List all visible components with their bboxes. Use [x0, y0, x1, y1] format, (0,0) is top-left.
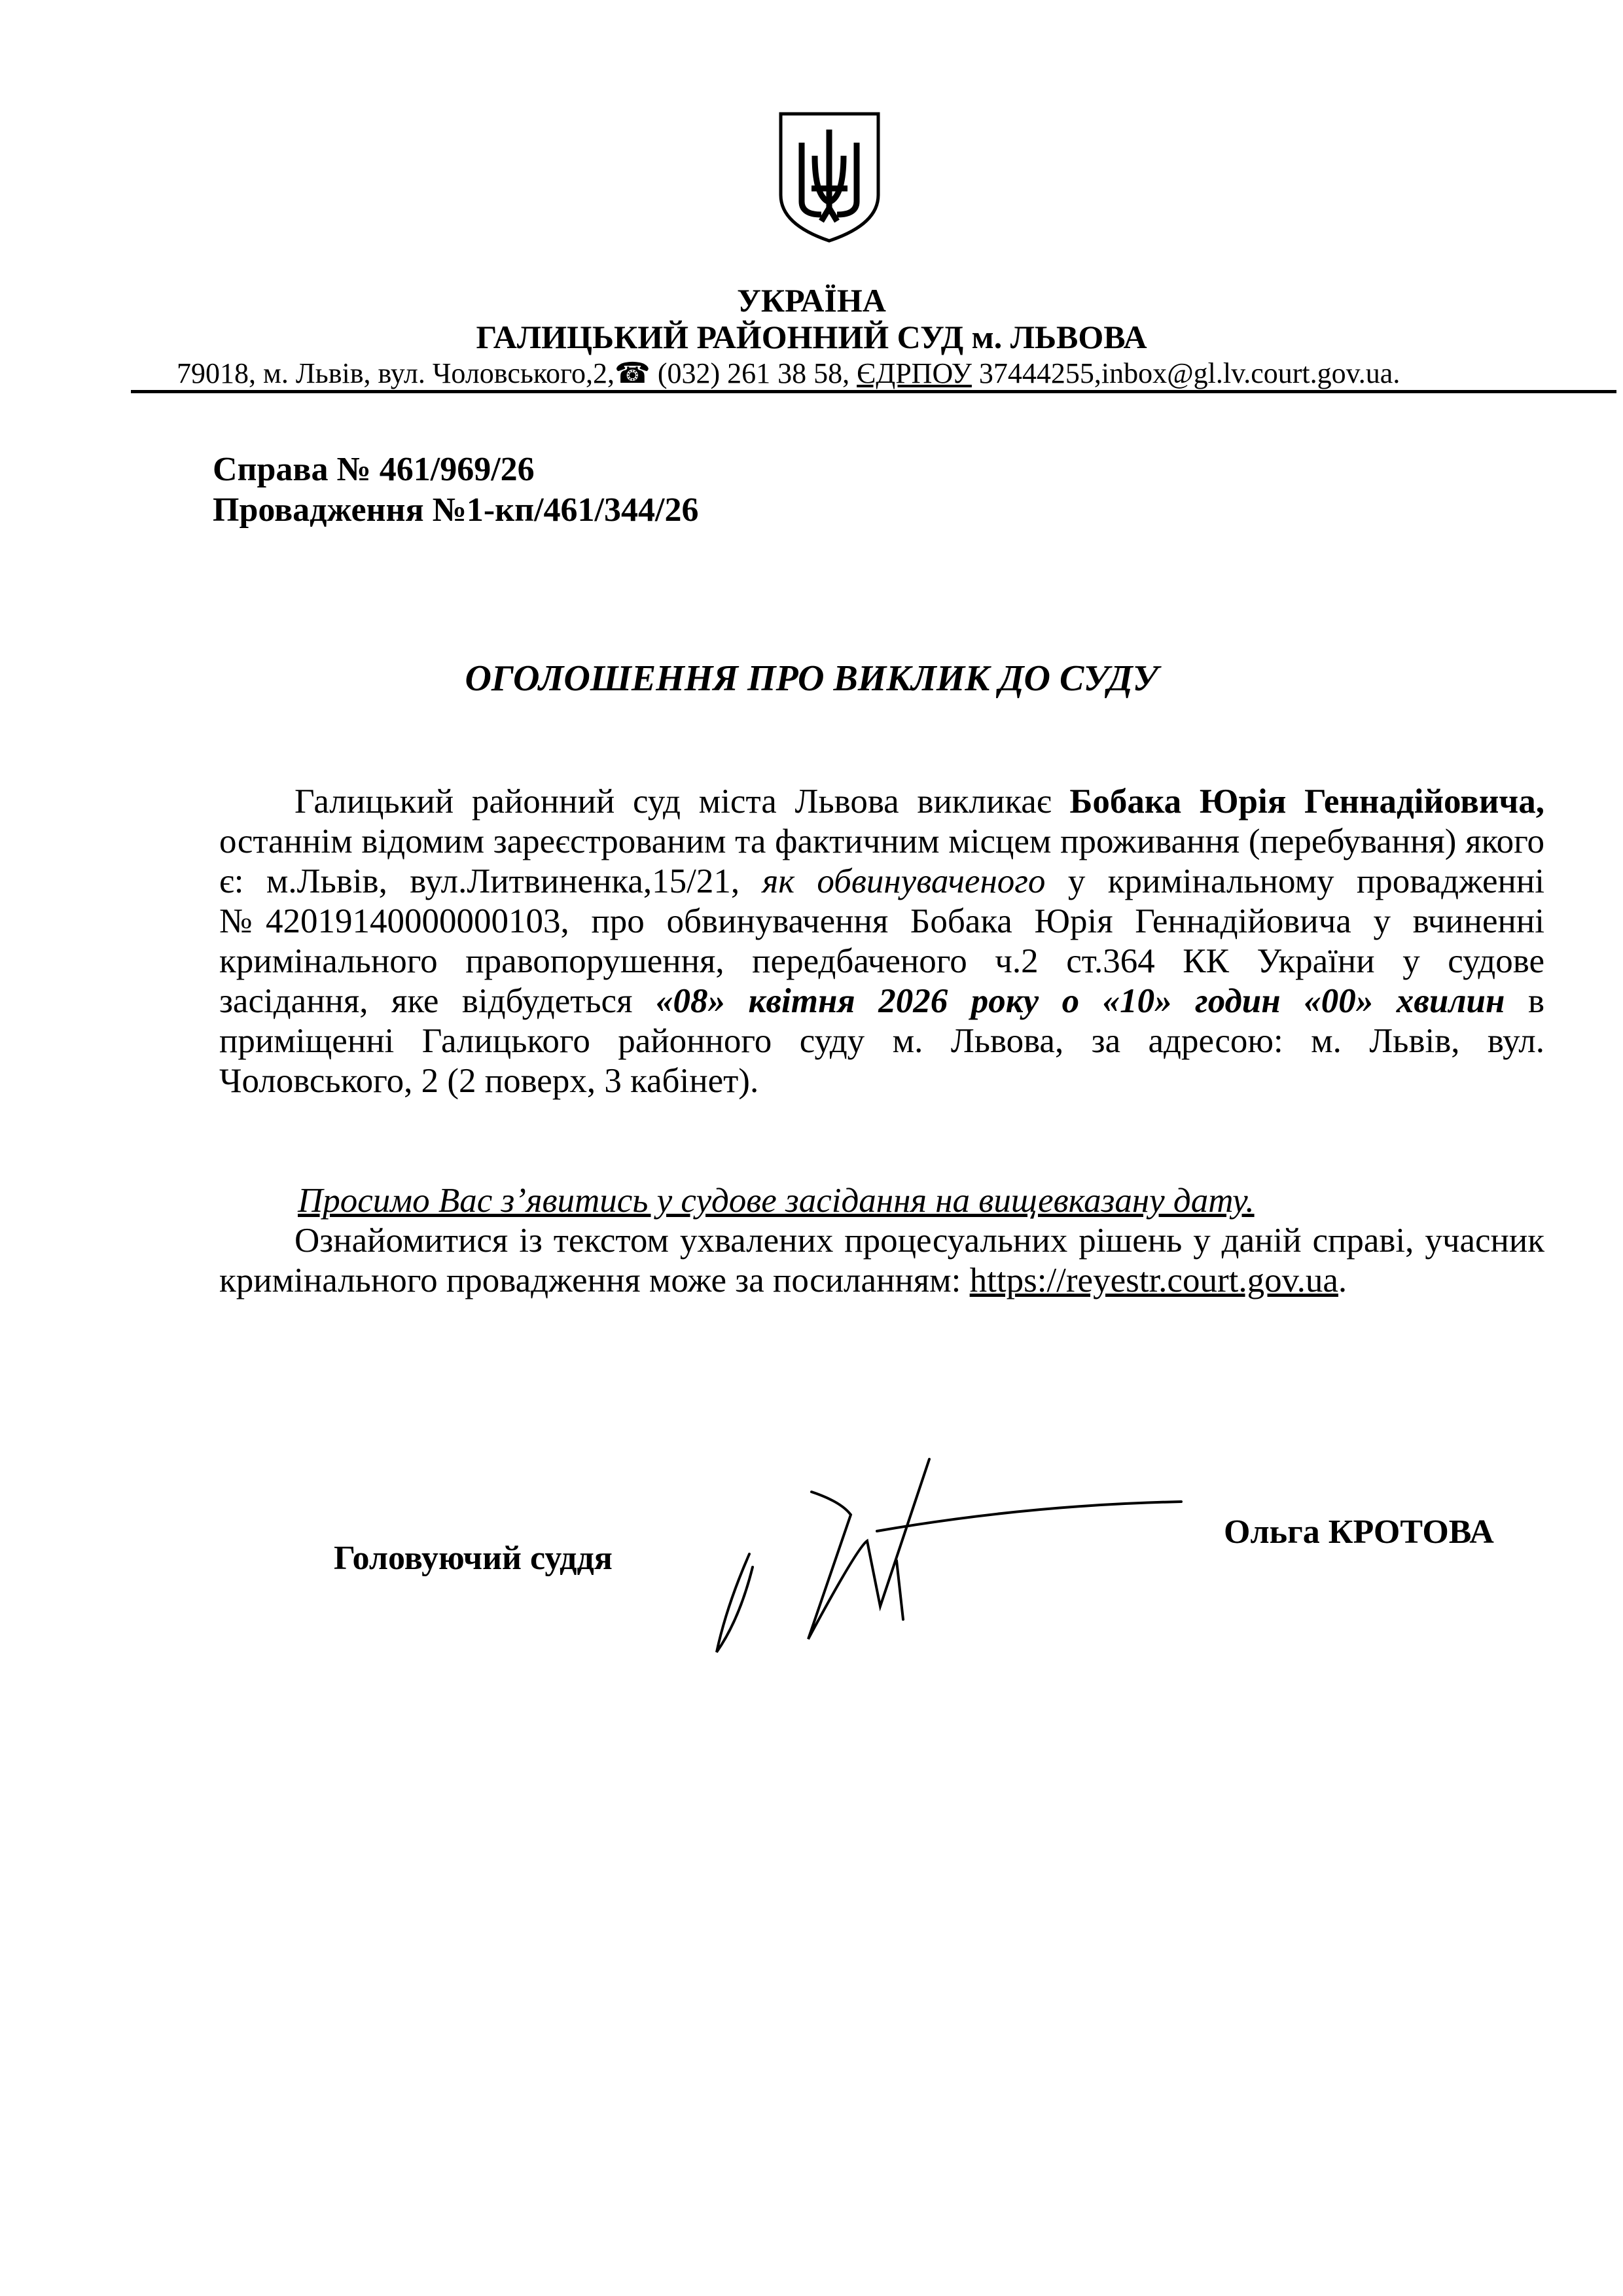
- registry-link[interactable]: https://reyestr.court.gov.ua: [969, 1262, 1338, 1299]
- country-heading: УКРАЇНА: [737, 282, 886, 319]
- hearing-datetime: «08» квітня 2026 року о «10» годин «00» хвилин: [655, 982, 1505, 1020]
- text: Ознайомитися із текстом ухвалених процесуальних рішень у даній справі, учасник кримінального провадження може за посиланням:: [219, 1222, 1544, 1299]
- address-text: 79018, м. Львів, вул. Чоловського,2,: [177, 357, 615, 389]
- handwritten-signature: [700, 1456, 1211, 1665]
- text: .: [1338, 1262, 1347, 1299]
- telephone-icon: ☎: [615, 357, 651, 389]
- header-divider: [131, 390, 1616, 393]
- proceeding-number: Провадження №1-кп/461/344/26: [213, 491, 699, 529]
- text: у кримінальному провадженні №42019140000000103, про обвинувачення Бобака Юрія Геннадійовича у вчиненні кримінального правопорушення, передбаченого ч.2 ст.364 КК України у судове засідання, яке відбудеться: [219, 862, 1544, 1020]
- accused-role: як обвинуваченого: [762, 862, 1046, 900]
- court-name-heading: ГАЛИЦЬКИЙ РАЙОННИЙ СУД м. ЛЬВОВА: [476, 319, 1147, 355]
- summons-paragraph: [219, 782, 1544, 1101]
- text: в приміщенні Галицького районного суду м. Львова, за адресою: м. Львів, вул. Чоловського, 2 (2 поверх, 3 кабінет).: [219, 982, 1545, 1100]
- phone-text: (032) 261 38 58,: [650, 357, 857, 389]
- coat-of-arms-emblem: [776, 110, 883, 244]
- case-number: Справа № 461/969/26: [213, 451, 535, 488]
- edrpou-email-text: 37444255,inbox@gl.lv.court.gov.ua.: [971, 357, 1400, 389]
- appearance-request: Просимо Вас з’явитись у судове засідання на вищевказану дату.: [298, 1182, 1255, 1220]
- judge-name: Ольга КРОТОВА: [1224, 1513, 1494, 1551]
- accused-name: Бобака Юрія Геннадійовича,: [1069, 783, 1544, 821]
- text: останнім відомим зареєстрованим та фактичним місцем проживання (перебування) якого є: м.Львів, вул.Литвиненка,15/21,: [219, 822, 1544, 900]
- document-title: ОГОЛОШЕННЯ ПРО ВИКЛИК ДО СУДУ: [465, 658, 1158, 699]
- court-address-line: [177, 357, 1400, 390]
- registry-paragraph: [219, 1221, 1544, 1301]
- text: Галицький районний суд міста Львова викликає: [294, 783, 1070, 821]
- edrpou-label: ЄДРПОУ: [857, 357, 972, 389]
- presiding-judge-label: Головуючий суддя: [334, 1540, 613, 1577]
